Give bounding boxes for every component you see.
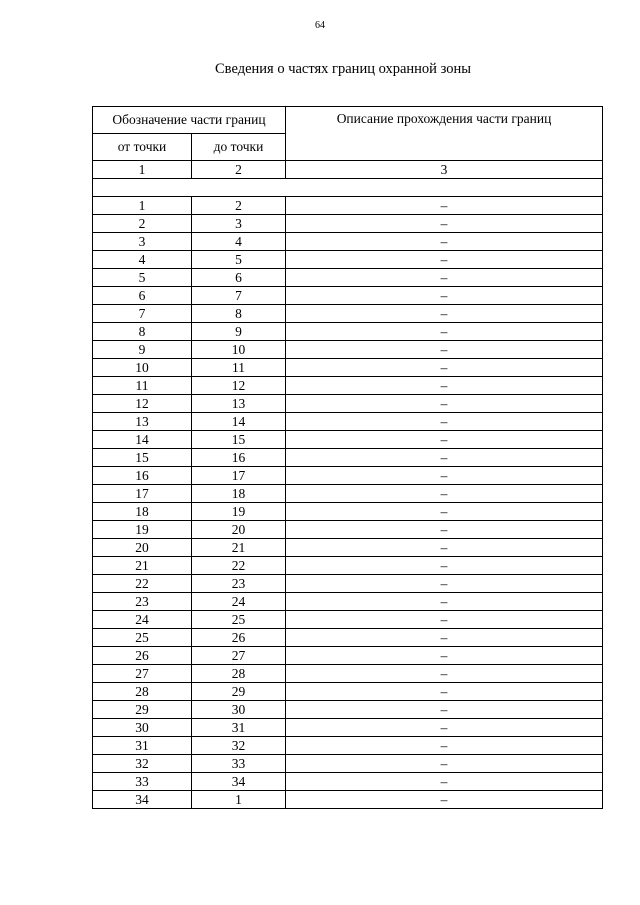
table-row bbox=[93, 395, 603, 413]
table-row bbox=[93, 593, 603, 611]
to-point-cell: 33 bbox=[192, 755, 286, 773]
from-point-cell: 23 bbox=[93, 593, 192, 611]
to-point-cell: 24 bbox=[192, 593, 286, 611]
table-row bbox=[93, 737, 603, 755]
to-point-cell: 21 bbox=[192, 539, 286, 557]
table-row bbox=[93, 557, 603, 575]
description-cell: – bbox=[286, 377, 603, 395]
page-number: 64 bbox=[315, 20, 325, 31]
table-row bbox=[93, 791, 603, 809]
from-point-cell: 12 bbox=[93, 395, 192, 413]
description-cell: – bbox=[286, 539, 603, 557]
from-point-cell: 21 bbox=[93, 557, 192, 575]
description-cell: – bbox=[286, 485, 603, 503]
description-cell: – bbox=[286, 575, 603, 593]
description-cell: – bbox=[286, 683, 603, 701]
table-row bbox=[93, 683, 603, 701]
to-point-cell: 23 bbox=[192, 575, 286, 593]
to-point-cell: 22 bbox=[192, 557, 286, 575]
table-row bbox=[93, 701, 603, 719]
from-point-cell: 24 bbox=[93, 611, 192, 629]
description-cell: – bbox=[286, 359, 603, 377]
description-cell: – bbox=[286, 611, 603, 629]
to-point-cell: 31 bbox=[192, 719, 286, 737]
description-cell: – bbox=[286, 449, 603, 467]
to-point-cell: 20 bbox=[192, 521, 286, 539]
table-row bbox=[93, 755, 603, 773]
description-cell: – bbox=[286, 395, 603, 413]
from-point-cell: 6 bbox=[93, 287, 192, 305]
description-cell: – bbox=[286, 647, 603, 665]
from-point-header: от точки bbox=[93, 134, 192, 161]
table-row bbox=[93, 485, 603, 503]
description-cell: – bbox=[286, 557, 603, 575]
to-point-cell: 26 bbox=[192, 629, 286, 647]
to-point-cell: 5 bbox=[192, 251, 286, 269]
table-row bbox=[93, 431, 603, 449]
table-row bbox=[93, 323, 603, 341]
description-cell: – bbox=[286, 413, 603, 431]
to-point-cell: 25 bbox=[192, 611, 286, 629]
from-point-cell: 13 bbox=[93, 413, 192, 431]
table-row bbox=[93, 233, 603, 251]
description-cell: – bbox=[286, 737, 603, 755]
column-number: 2 bbox=[192, 161, 286, 179]
description-cell: – bbox=[286, 665, 603, 683]
description-cell: – bbox=[286, 791, 603, 809]
table-row bbox=[93, 449, 603, 467]
group-header: Обозначение части границ bbox=[93, 107, 286, 134]
to-point-cell: 10 bbox=[192, 341, 286, 359]
description-cell: – bbox=[286, 269, 603, 287]
table-row bbox=[93, 269, 603, 287]
table-row bbox=[93, 629, 603, 647]
to-point-cell: 4 bbox=[192, 233, 286, 251]
to-point-cell: 18 bbox=[192, 485, 286, 503]
to-point-cell: 11 bbox=[192, 359, 286, 377]
from-point-cell: 32 bbox=[93, 755, 192, 773]
from-point-cell: 30 bbox=[93, 719, 192, 737]
table-row bbox=[93, 251, 603, 269]
from-point-cell: 19 bbox=[93, 521, 192, 539]
to-point-cell: 13 bbox=[192, 395, 286, 413]
description-cell: – bbox=[286, 215, 603, 233]
to-point-cell: 17 bbox=[192, 467, 286, 485]
description-cell: – bbox=[286, 719, 603, 737]
from-point-cell: 33 bbox=[93, 773, 192, 791]
from-point-cell: 20 bbox=[93, 539, 192, 557]
to-point-cell: 28 bbox=[192, 665, 286, 683]
description-cell: – bbox=[286, 467, 603, 485]
table-row bbox=[93, 377, 603, 395]
from-point-cell: 11 bbox=[93, 377, 192, 395]
from-point-cell: 34 bbox=[93, 791, 192, 809]
from-point-cell: 3 bbox=[93, 233, 192, 251]
to-point-cell: 15 bbox=[192, 431, 286, 449]
from-point-cell: 9 bbox=[93, 341, 192, 359]
table-row bbox=[93, 539, 603, 557]
from-point-cell: 25 bbox=[93, 629, 192, 647]
description-cell: – bbox=[286, 701, 603, 719]
to-point-cell: 19 bbox=[192, 503, 286, 521]
to-point-cell: 8 bbox=[192, 305, 286, 323]
description-cell: – bbox=[286, 305, 603, 323]
to-point-cell: 14 bbox=[192, 413, 286, 431]
description-cell: – bbox=[286, 431, 603, 449]
table-row bbox=[93, 413, 603, 431]
to-point-cell: 7 bbox=[192, 287, 286, 305]
description-cell: – bbox=[286, 755, 603, 773]
to-point-cell: 30 bbox=[192, 701, 286, 719]
description-cell: – bbox=[286, 251, 603, 269]
from-point-cell: 22 bbox=[93, 575, 192, 593]
to-point-cell: 16 bbox=[192, 449, 286, 467]
table-row bbox=[93, 503, 603, 521]
table-row bbox=[93, 647, 603, 665]
column-number: 1 bbox=[93, 161, 192, 179]
description-cell: – bbox=[286, 233, 603, 251]
table-body bbox=[93, 197, 603, 809]
to-point-cell: 1 bbox=[192, 791, 286, 809]
from-point-cell: 31 bbox=[93, 737, 192, 755]
from-point-cell: 27 bbox=[93, 665, 192, 683]
from-point-cell: 29 bbox=[93, 701, 192, 719]
description-cell: – bbox=[286, 521, 603, 539]
table-row bbox=[93, 467, 603, 485]
from-point-cell: 28 bbox=[93, 683, 192, 701]
description-cell: – bbox=[286, 197, 603, 215]
from-point-cell: 5 bbox=[93, 269, 192, 287]
description-header: Описание прохождения части границ bbox=[286, 107, 603, 161]
description-cell: – bbox=[286, 341, 603, 359]
to-point-cell: 34 bbox=[192, 773, 286, 791]
to-point-cell: 9 bbox=[192, 323, 286, 341]
table-row bbox=[93, 359, 603, 377]
table-row bbox=[93, 611, 603, 629]
empty-section-row bbox=[93, 179, 603, 197]
to-point-cell: 27 bbox=[192, 647, 286, 665]
to-point-cell: 29 bbox=[192, 683, 286, 701]
from-point-cell: 1 bbox=[93, 197, 192, 215]
to-point-cell: 12 bbox=[192, 377, 286, 395]
from-point-cell: 26 bbox=[93, 647, 192, 665]
to-point-header: до точки bbox=[192, 134, 286, 161]
document-title: Сведения о частях границ охранной зоны bbox=[215, 61, 471, 77]
table-row bbox=[93, 719, 603, 737]
description-cell: – bbox=[286, 593, 603, 611]
table-row bbox=[93, 665, 603, 683]
from-point-cell: 8 bbox=[93, 323, 192, 341]
from-point-cell: 7 bbox=[93, 305, 192, 323]
from-point-cell: 10 bbox=[93, 359, 192, 377]
table-row bbox=[93, 287, 603, 305]
table-row bbox=[93, 341, 603, 359]
table-row bbox=[93, 305, 603, 323]
to-point-cell: 3 bbox=[192, 215, 286, 233]
from-point-cell: 15 bbox=[93, 449, 192, 467]
from-point-cell: 2 bbox=[93, 215, 192, 233]
to-point-cell: 2 bbox=[192, 197, 286, 215]
from-point-cell: 18 bbox=[93, 503, 192, 521]
from-point-cell: 14 bbox=[93, 431, 192, 449]
table-row bbox=[93, 521, 603, 539]
from-point-cell: 4 bbox=[93, 251, 192, 269]
description-cell: – bbox=[286, 773, 603, 791]
column-number: 3 bbox=[286, 161, 603, 179]
table-row bbox=[93, 575, 603, 593]
description-cell: – bbox=[286, 323, 603, 341]
table-row bbox=[93, 215, 603, 233]
boundary-parts-table bbox=[92, 106, 603, 809]
table-row bbox=[93, 197, 603, 215]
description-cell: – bbox=[286, 503, 603, 521]
from-point-cell: 16 bbox=[93, 467, 192, 485]
to-point-cell: 32 bbox=[192, 737, 286, 755]
from-point-cell: 17 bbox=[93, 485, 192, 503]
table-row bbox=[93, 773, 603, 791]
description-cell: – bbox=[286, 287, 603, 305]
description-cell: – bbox=[286, 629, 603, 647]
to-point-cell: 6 bbox=[192, 269, 286, 287]
